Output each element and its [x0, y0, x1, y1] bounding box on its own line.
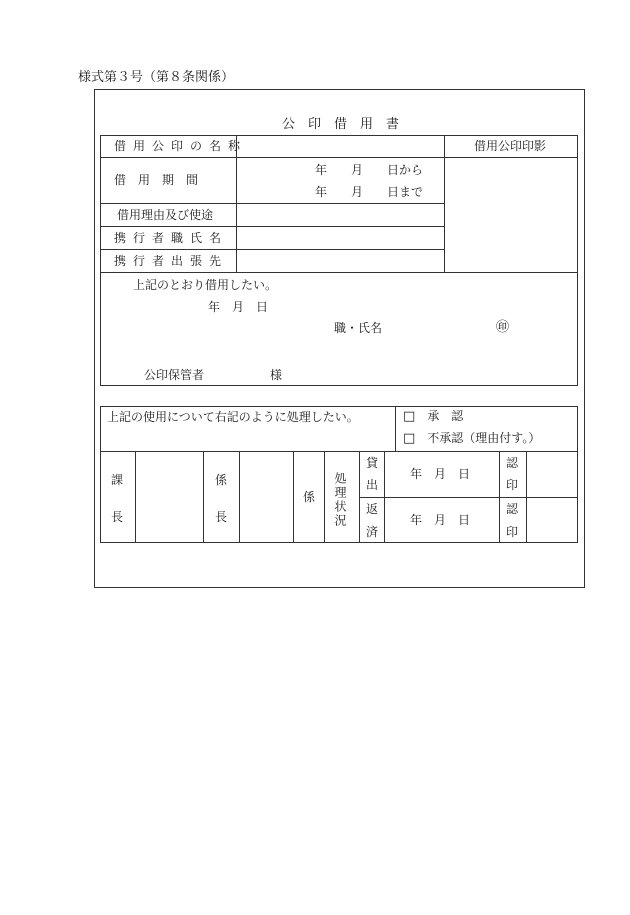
seal-mark: ㊞ [496, 320, 510, 335]
reason-field[interactable] [237, 204, 443, 225]
section-chief-label-1: 課 [111, 473, 124, 487]
processing-statement: 上記の使用について右記のように処理したい。 [107, 410, 359, 424]
return-stamp-label-1: 認 [506, 502, 519, 516]
bearer-destination-field[interactable] [237, 250, 443, 271]
period-to: 年 月 日まで [315, 185, 424, 199]
seal-impression-area[interactable] [445, 158, 577, 271]
label-bearer-name: 携行者職氏名 [114, 231, 229, 245]
form-title: 公 印 借 用 書 [282, 117, 400, 132]
status-label: 処理状況 [333, 472, 347, 528]
lend-label-2: 出 [366, 478, 379, 492]
lend-stamp-label-2: 印 [506, 478, 519, 492]
return-stamp-label-2: 印 [506, 525, 519, 539]
form-number: 様式第３号（第８条関係） [78, 70, 235, 85]
bearer-name-field[interactable] [237, 227, 443, 248]
section-chief-stamp[interactable] [136, 452, 202, 542]
staff-label: 係 [303, 490, 316, 504]
label-reason: 借用理由及び使途 [117, 208, 214, 222]
period-from: 年 月 日から [315, 163, 424, 177]
chief-stamp[interactable] [240, 452, 292, 542]
request-date: 年 月 日 [208, 300, 269, 314]
lend-date: 年 月 日 [410, 467, 471, 481]
return-date: 年 月 日 [410, 513, 471, 527]
label-bearer-destination: 携行者出張先 [114, 254, 229, 268]
label-seal-name: 借用公印の名称 [114, 139, 248, 153]
chief-label-2: 長 [215, 510, 228, 524]
position-name-label: 職・氏名 [334, 321, 383, 335]
custodian-label: 公印保管者 [144, 368, 205, 382]
reject-checkbox[interactable]: □ [403, 431, 416, 446]
approve-option[interactable] [403, 410, 463, 423]
lend-label-1: 貸 [366, 456, 379, 470]
return-stamp[interactable] [527, 498, 577, 542]
chief-label-1: 係 [215, 473, 228, 487]
reject-label: 不承認（理由付す。） [427, 431, 541, 445]
section-chief-label-2: 長 [111, 510, 124, 524]
seal-name-field[interactable] [237, 136, 443, 156]
lend-stamp[interactable] [527, 452, 577, 496]
return-label-1: 返 [366, 502, 379, 516]
reject-option[interactable] [403, 432, 540, 445]
label-seal-impression: 借用公印印影 [474, 139, 547, 153]
approve-label: 承 認 [427, 409, 464, 423]
label-period: 借 用 期 間 [114, 173, 199, 187]
approve-checkbox[interactable]: □ [403, 409, 416, 424]
return-label-2: 済 [366, 525, 379, 539]
lend-stamp-label-1: 認 [506, 456, 519, 470]
request-statement: 上記のとおり借用したい。 [133, 278, 278, 292]
custodian-honorific: 様 [270, 368, 283, 382]
